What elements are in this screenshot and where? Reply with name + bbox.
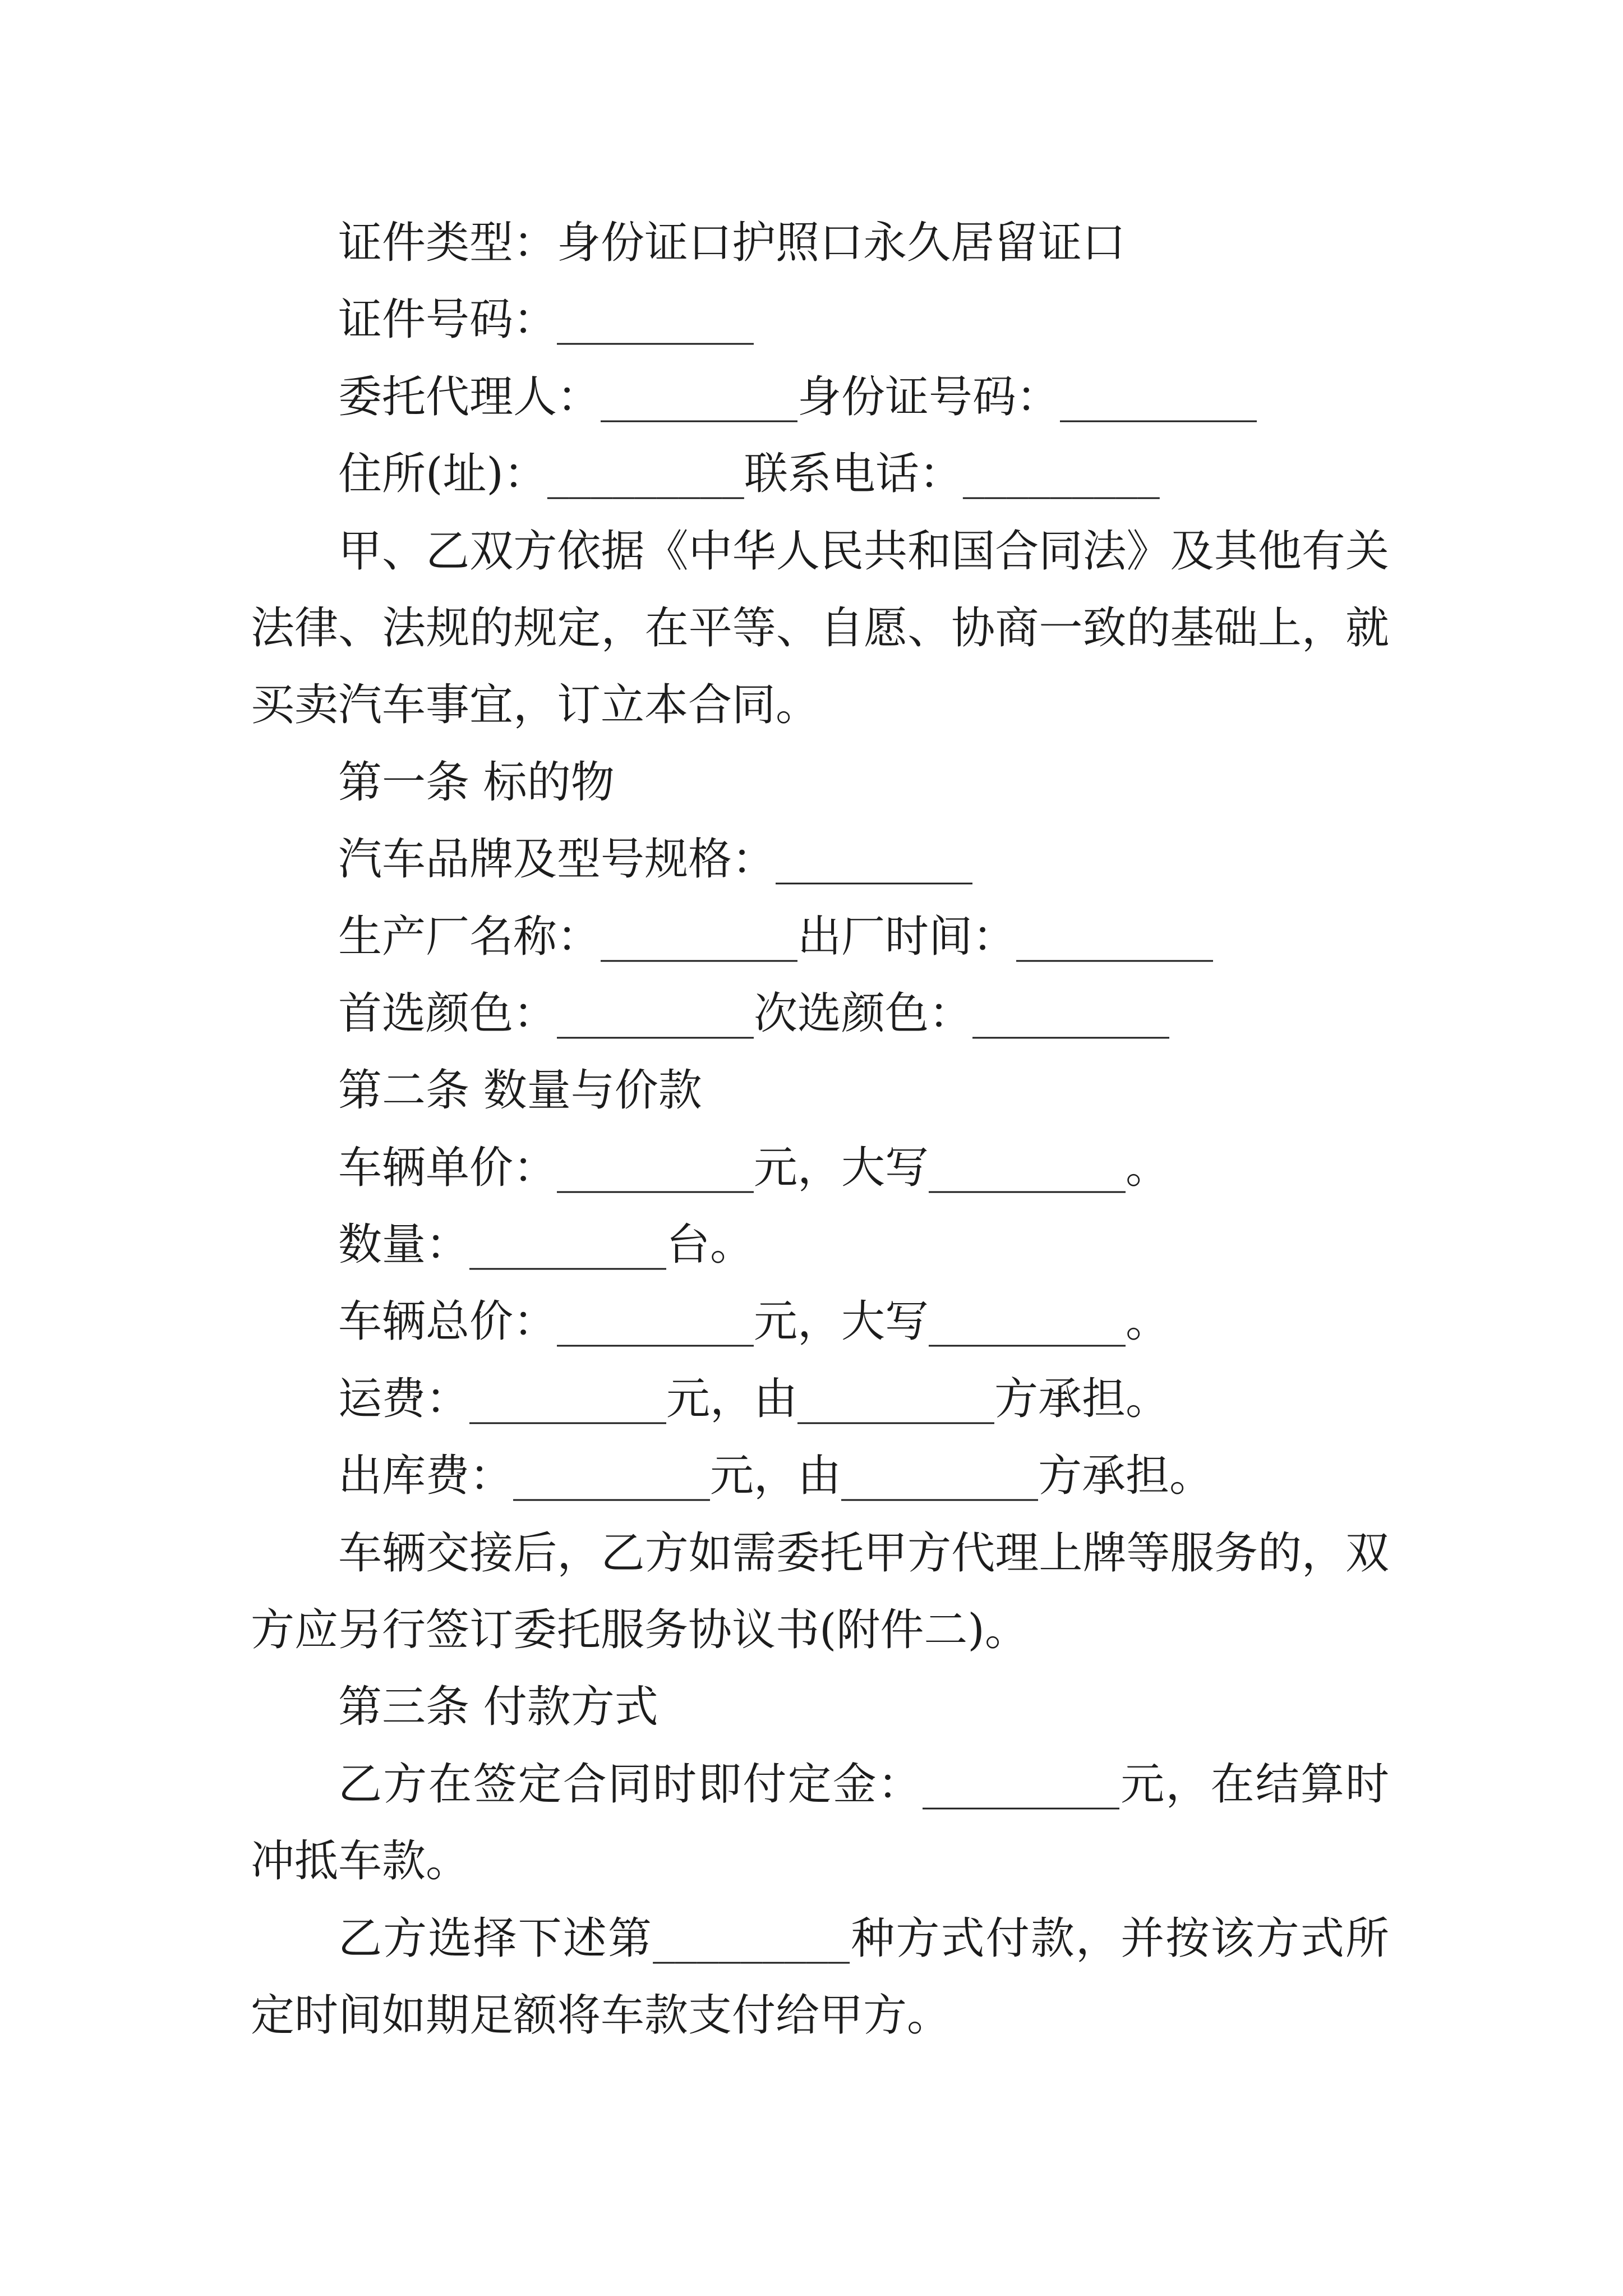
paragraph-line: 甲、乙双方依据《中华人民共和国合同法》及其他有关 (338, 526, 1389, 577)
paragraph-line: 法律、法规的规定，在平等、自愿、协商一致的基础上，就 (251, 602, 1389, 654)
paragraph-line: 数量：_________台。 (338, 1220, 754, 1271)
handover-paragraph (251, 1515, 1389, 1669)
paragraph-line: 车辆单价：_________元，大写_________。 (338, 1142, 1170, 1193)
paragraph-line: 住所(址)：_________联系电话：_________ (338, 449, 1160, 500)
total-price-paragraph (251, 1283, 1389, 1360)
paragraph-line: 证件号码：_________ (338, 295, 754, 346)
unit-price-paragraph (251, 1130, 1389, 1207)
article-2-heading (251, 1052, 1389, 1129)
paragraph-line: 运费：_________元，由_________方承担。 (338, 1373, 1170, 1424)
paragraph-line: 车辆总价：_________元，大写_________。 (338, 1296, 1170, 1347)
heading-line: 第二条 数量与价款 (338, 1065, 702, 1116)
brand-model-paragraph (251, 821, 1389, 898)
paragraph-line: 证件类型：身份证口护照口永久居留证口 (338, 218, 1126, 268)
deposit-paragraph (251, 1746, 1389, 1901)
paragraph-line: 车辆交接后，乙方如需委托甲方代理上牌等服务的，双 (338, 1527, 1389, 1579)
article-3-heading (251, 1669, 1389, 1746)
agent-paragraph (251, 359, 1389, 436)
preamble-paragraph (251, 513, 1389, 744)
id-type-paragraph (251, 205, 1389, 282)
paragraph-line: 生产厂名称：_________出厂时间：_________ (338, 911, 1214, 962)
paragraph-line: 出库费：_________元，由_________方承担。 (338, 1451, 1214, 1502)
paragraph-line: 买卖汽车事宜，订立本合同。 (251, 680, 820, 731)
address-phone-paragraph (251, 436, 1389, 513)
heading-line: 第一条 标的物 (338, 757, 615, 808)
paragraph-line: 首选颜色：_________次选颜色：_________ (338, 988, 1170, 1039)
contract-body (251, 205, 1389, 2054)
id-number-paragraph (251, 282, 1389, 358)
quantity-paragraph (251, 1207, 1389, 1283)
paragraph-line: 方应另行签订委托服务协议书(附件二)。 (251, 1605, 1029, 1656)
paragraph-line: 定时间如期足额将车款支付给甲方。 (251, 1990, 951, 2041)
heading-line: 第三条 付款方式 (338, 1682, 658, 1733)
payment-method-paragraph (251, 1901, 1389, 2055)
freight-paragraph (251, 1361, 1389, 1438)
paragraph-line: 委托代理人：_________身份证号码：_________ (338, 371, 1257, 422)
paragraph-line: 乙方在签定合同时即付定金：_________元，在结算时 (338, 1759, 1389, 1810)
article-1-heading (251, 744, 1389, 821)
paragraph-line: 冲抵车款。 (251, 1836, 470, 1887)
color-paragraph (251, 976, 1389, 1052)
paragraph-line: 汽车品牌及型号规格：_________ (338, 834, 973, 885)
manufacturer-paragraph (251, 899, 1389, 976)
paragraph-line: 乙方选择下述第_________种方式付款，并按该方式所 (338, 1913, 1389, 1964)
outbound-fee-paragraph (251, 1438, 1389, 1515)
